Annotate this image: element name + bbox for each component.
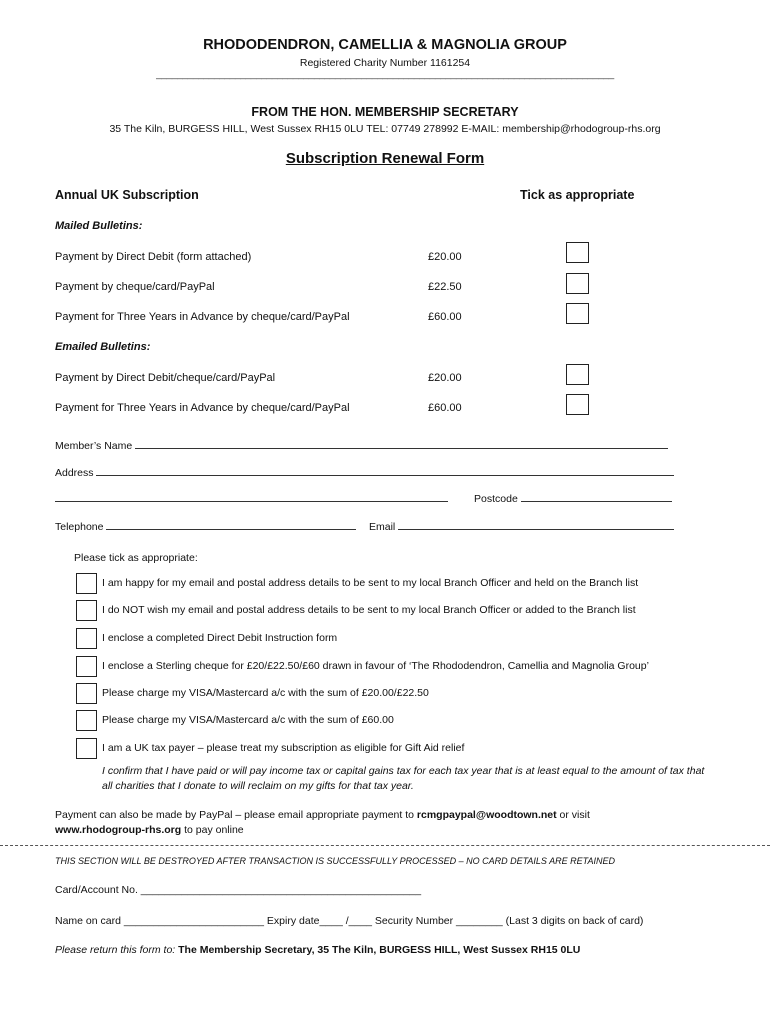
mailed-direct-debit-checkbox[interactable] xyxy=(566,242,589,263)
member-name-label: Member’s Name xyxy=(55,440,133,452)
telephone-label: Telephone xyxy=(55,521,104,533)
mailed-row-label: Payment by Direct Debit (form attached) xyxy=(55,251,252,263)
mailed-row-label: Payment by cheque/card/PayPal xyxy=(55,281,215,293)
option-label: I enclose a Sterling cheque for £20/£22.50/£60 drawn in favour of ‘The Rhododendron, Camellia and Magnolia Group’ xyxy=(102,660,649,672)
email-field[interactable] xyxy=(369,520,674,533)
option-label: Please charge my VISA/Mastercard a/c with the sum of £60.00 xyxy=(102,714,394,726)
telephone-line[interactable] xyxy=(106,520,356,530)
paypal-text-1: Payment can also be made by PayPal – please email appropriate payment to xyxy=(55,809,417,821)
mailed-row-label: Payment for Three Years in Advance by cheque/card/PayPal xyxy=(55,311,350,323)
return-address-text: The Membership Secretary, 35 The Kiln, BURGESS HILL, West Sussex RH15 0LU xyxy=(178,944,581,956)
option-checkbox[interactable] xyxy=(76,600,97,621)
address-label: Address xyxy=(55,467,94,479)
address-field[interactable] xyxy=(55,466,674,479)
form-title: Subscription Renewal Form xyxy=(285,150,485,167)
option-label: I enclose a completed Direct Debit Instruction form xyxy=(102,632,338,644)
emailed-row-price: £20.00 xyxy=(428,372,462,384)
option-checkbox[interactable] xyxy=(76,573,97,594)
charity-number: Registered Charity Number 1161254 xyxy=(299,57,471,69)
email-label: Email xyxy=(369,521,396,533)
mailed-three-years-checkbox[interactable] xyxy=(566,303,589,324)
annual-subscription-heading: Annual UK Subscription xyxy=(55,188,199,202)
email-line[interactable] xyxy=(398,520,674,530)
gift-aid-label: I am a UK tax payer – please treat my subscription as eligible for Gift Aid relief xyxy=(102,742,465,754)
postcode-line[interactable] xyxy=(521,492,672,502)
paypal-email-link[interactable]: rcmgpaypal@woodtown.net xyxy=(416,809,557,821)
paypal-text-3: to pay online xyxy=(181,824,244,836)
secretary-address: 35 The Kiln, BURGESS HILL, West Sussex RH15 0LU TEL: 07749 278992 E-MAIL: membership@rhodogroup-rhs.org xyxy=(109,123,661,135)
option-checkbox[interactable] xyxy=(76,710,97,731)
tick-heading: Tick as appropriate xyxy=(520,188,635,202)
card-account-field[interactable]: Card/Account No. ________________________________________________ xyxy=(55,884,422,896)
emailed-row-price: £60.00 xyxy=(428,402,462,414)
card-details-field[interactable]: Name on card ________________________ Expiry date____ /____ Security Number ________ (Last 3 digits on back of card) xyxy=(55,915,644,927)
member-name-field[interactable] xyxy=(55,439,668,452)
destroy-notice: THIS SECTION WILL BE DESTROYED AFTER TRANSACTION IS SUCCESSFULLY PROCESSED – NO CARD DETAILS ARE RETAINED xyxy=(55,856,615,866)
mailed-row-price: £20.00 xyxy=(428,251,462,263)
option-checkbox[interactable] xyxy=(76,656,97,677)
return-prefix: Please return this form to: xyxy=(55,944,179,956)
from-line: FROM THE HON. MEMBERSHIP SECRETARY xyxy=(251,105,519,119)
address-line[interactable] xyxy=(96,466,674,476)
address-line-2[interactable] xyxy=(55,492,448,505)
option-label: Please charge my VISA/Mastercard a/c with the sum of £20.00/£22.50 xyxy=(102,687,429,699)
postcode-label: Postcode xyxy=(474,493,518,505)
mailed-row-price: £22.50 xyxy=(428,281,462,293)
emailed-direct-debit-checkbox[interactable] xyxy=(566,364,589,385)
tick-intro: Please tick as appropriate: xyxy=(74,552,198,564)
option-label: I am happy for my email and postal address details to be sent to my local Branch Officer and held on the Branch list xyxy=(102,577,639,589)
member-name-line[interactable] xyxy=(135,439,668,449)
gift-aid-checkbox[interactable] xyxy=(76,738,97,759)
paypal-note xyxy=(55,809,590,821)
header-rule: _______________________________________________________________________________________ xyxy=(156,69,614,80)
return-address xyxy=(55,944,580,956)
tear-off-dashed-line xyxy=(0,845,770,846)
emailed-bulletins-label: Emailed Bulletins: xyxy=(55,341,151,353)
option-label: I do NOT wish my email and postal address details to be sent to my local Branch Officer or added to the Branch list xyxy=(102,604,636,616)
option-checkbox[interactable] xyxy=(76,628,97,649)
address-line-2-rule[interactable] xyxy=(55,492,448,502)
website-link[interactable]: www.rhodogroup-rhs.org xyxy=(55,824,182,836)
mailed-row-price: £60.00 xyxy=(428,311,462,323)
paypal-text-2: or visit xyxy=(556,809,590,821)
emailed-three-years-checkbox[interactable] xyxy=(566,394,589,415)
option-checkbox[interactable] xyxy=(76,683,97,704)
paypal-site-line xyxy=(55,824,244,836)
group-title: RHODODENDRON, CAMELLIA & MAGNOLIA GROUP xyxy=(203,37,567,53)
mailed-bulletins-label: Mailed Bulletins: xyxy=(55,220,143,232)
postcode-field[interactable] xyxy=(474,492,672,505)
emailed-row-label: Payment by Direct Debit/cheque/card/PayPal xyxy=(55,372,276,384)
telephone-field[interactable] xyxy=(55,520,356,533)
gift-aid-note: I confirm that I have paid or will pay income tax or capital gains tax for each tax year that is at least equal to the amount of tax that all charities that I donate to will reclaim on my gifts for that tax year. xyxy=(102,765,705,792)
mailed-cheque-checkbox[interactable] xyxy=(566,273,589,294)
emailed-row-label: Payment for Three Years in Advance by cheque/card/PayPal xyxy=(55,402,350,414)
